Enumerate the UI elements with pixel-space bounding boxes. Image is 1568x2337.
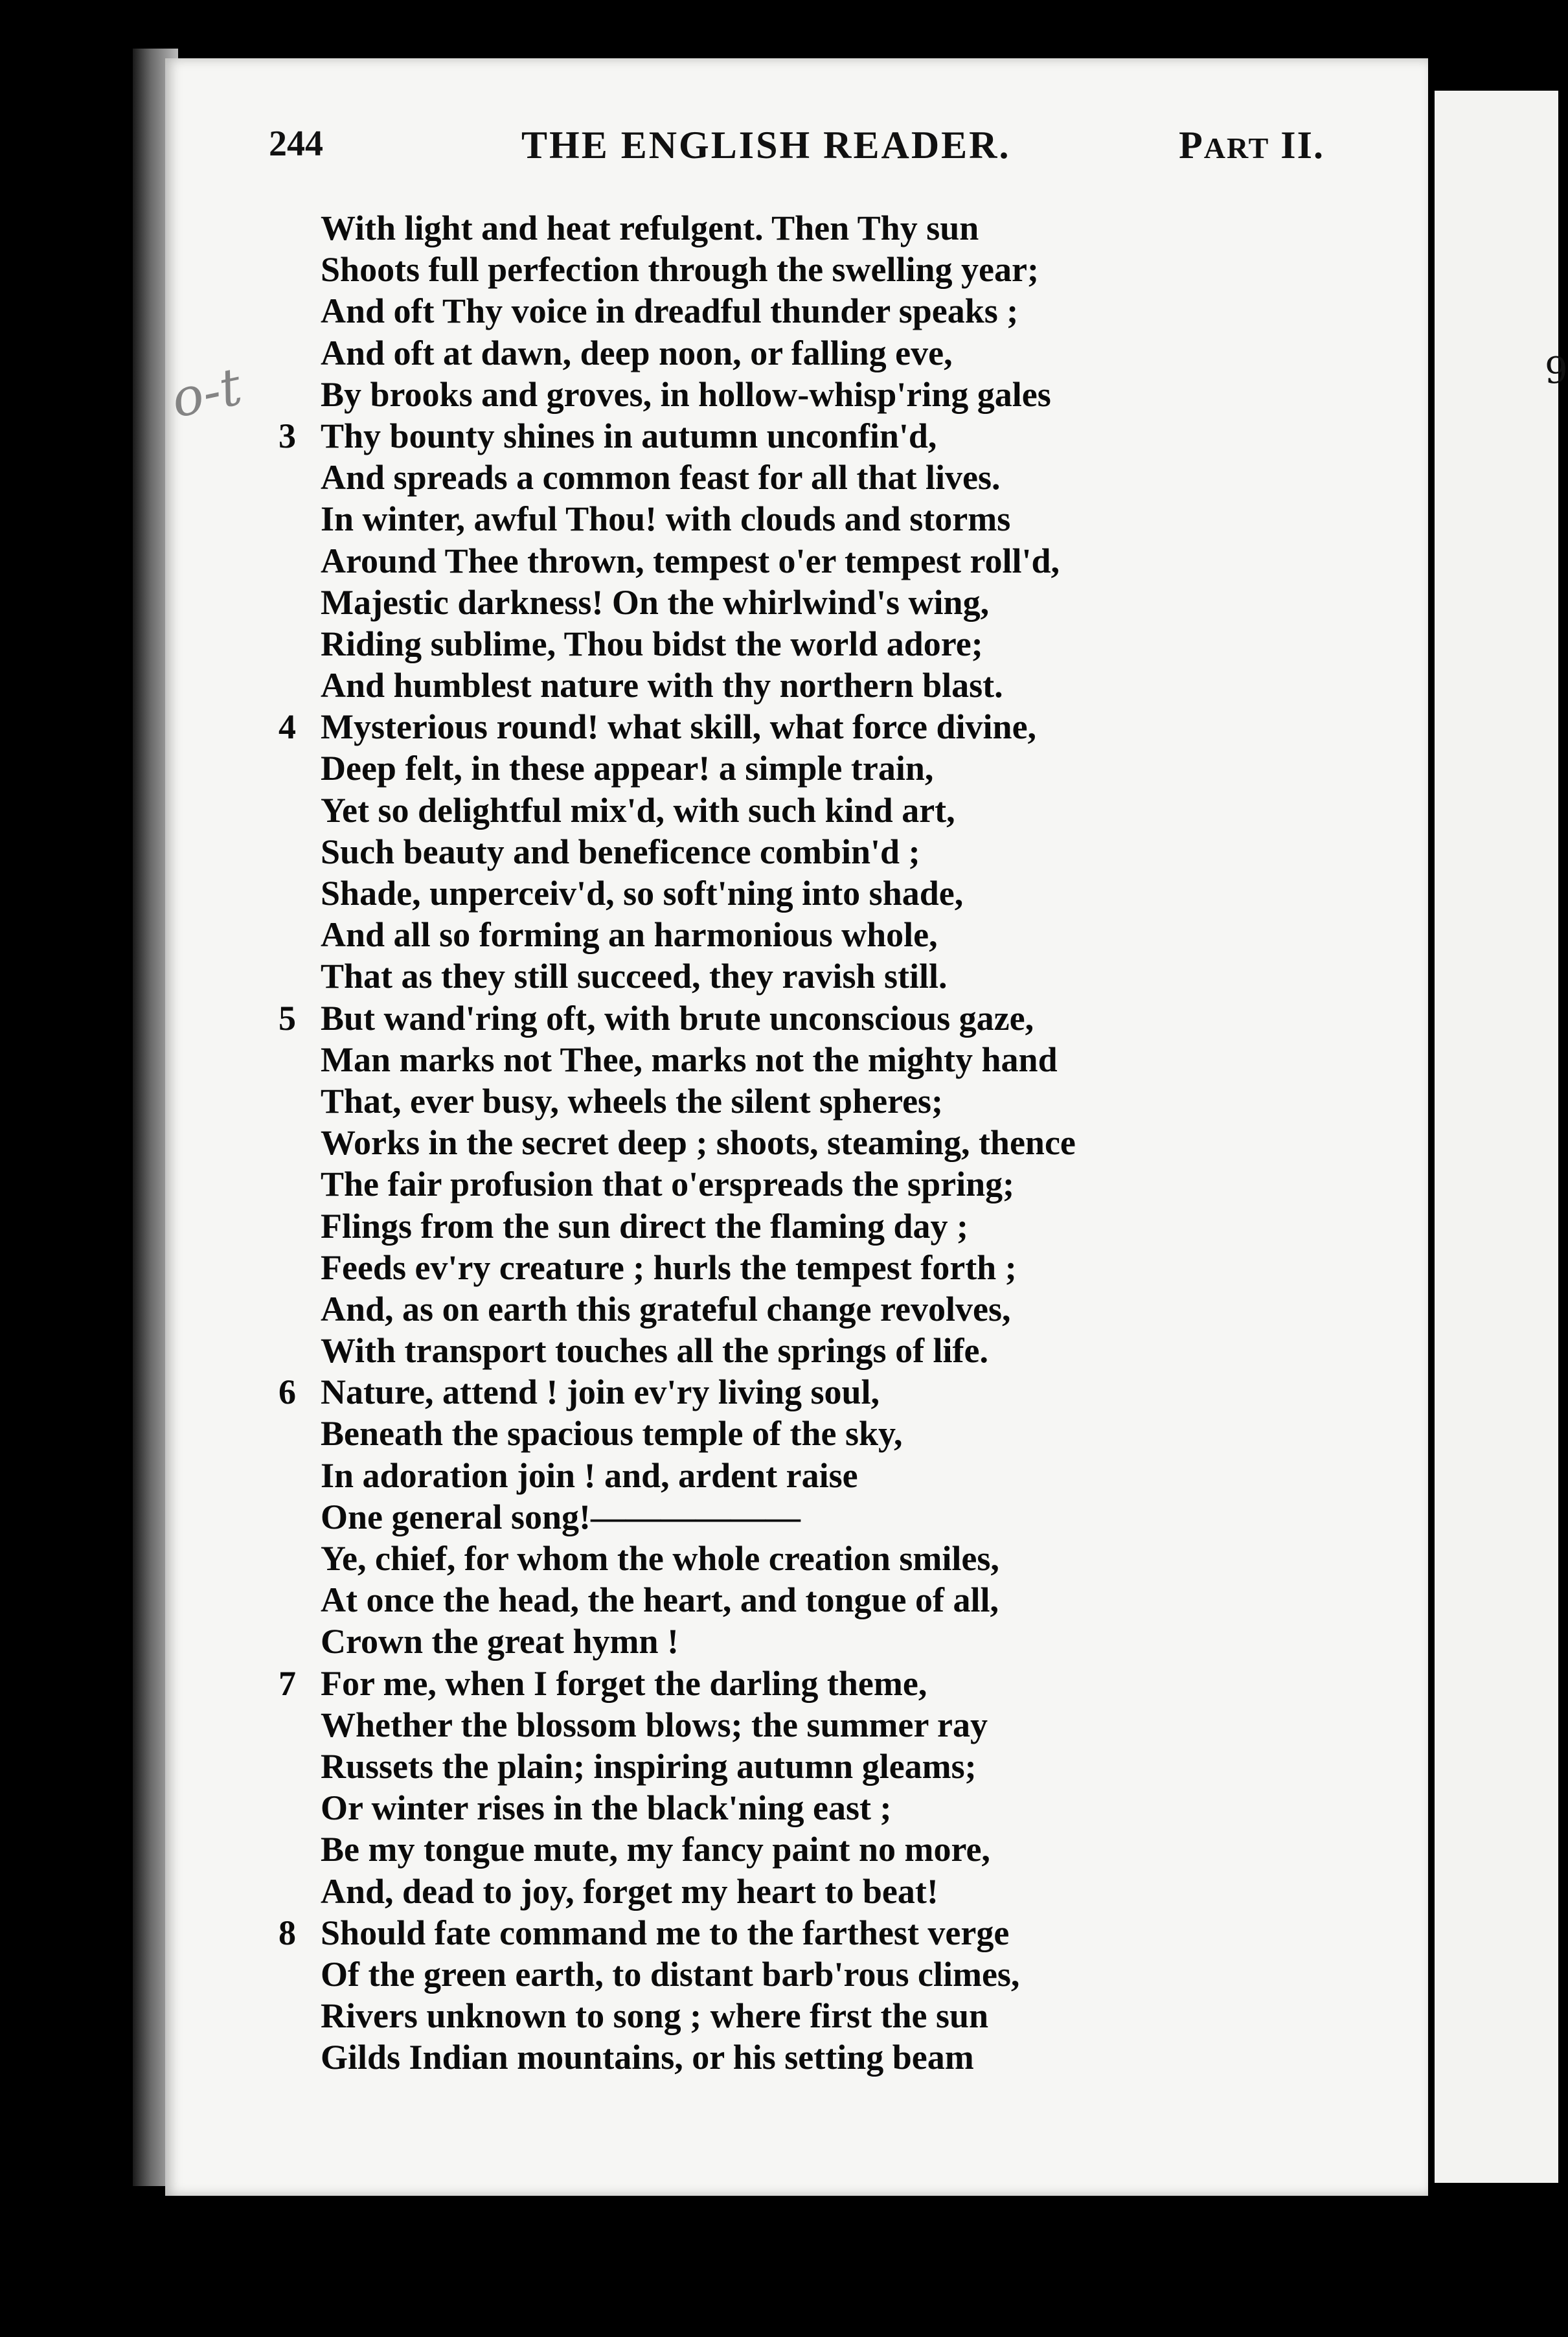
poem-line-text: The fair profusion that o'erspreads the spring; <box>321 1165 1015 1204</box>
part-label <box>1179 123 1324 168</box>
poem-line-text: At once the head, the heart, and tongue of all, <box>321 1580 999 1620</box>
next-page-strip <box>1435 91 1558 2183</box>
poem-line-text: But wand'ring oft, with brute unconscious gaze, <box>321 998 1034 1038</box>
poem-line <box>272 332 1373 374</box>
poem-line <box>272 623 1373 665</box>
poem-line-text: And oft Thy voice in dreadful thunder speaks ; <box>321 291 1019 331</box>
poem-line-text: Such beauty and beneficence combin'd ; <box>321 832 920 871</box>
poem-line <box>272 290 1373 332</box>
stanza-number: 6 <box>278 1373 296 1412</box>
poem-line-text: Russets the plain; inspiring autumn gleams; <box>321 1746 977 1786</box>
running-head <box>269 123 1324 175</box>
poem-line-text: Flings from the sun direct the flaming day ; <box>321 1206 969 1246</box>
poem-line <box>272 1496 1373 1538</box>
poem-line <box>272 1455 1373 1496</box>
stanza-number: 5 <box>278 998 296 1038</box>
poem-line <box>272 747 1373 789</box>
poem-line-text: In adoration join ! and, ardent raise <box>321 1455 858 1495</box>
poem-line <box>272 498 1373 540</box>
poem-line <box>272 1163 1373 1205</box>
poem-line-text: And all so forming an harmonious whole, <box>321 915 938 955</box>
poem-line-text: And, as on earth this grateful change revolves, <box>321 1289 1011 1328</box>
poem-line <box>272 790 1373 831</box>
poem-line-text: Around Thee thrown, tempest o'er tempest roll'd, <box>321 541 1060 580</box>
page-number: 244 <box>269 124 323 164</box>
poem-line-text: Majestic darkness! On the whirlwind's wing, <box>321 582 990 622</box>
poem-line-text: Thy bounty shines in autumn unconfin'd, <box>321 416 937 455</box>
poem-line <box>272 1371 1373 1413</box>
next-page-mark: 9 <box>1545 350 1568 392</box>
poem-line <box>272 998 1373 1039</box>
poem-line-text: Yet so delightful mix'd, with such kind art, <box>321 790 955 830</box>
poem-line-text: And, dead to joy, forget my heart to beat! <box>321 1871 938 1911</box>
poem-line <box>272 1912 1373 1954</box>
poem-line-text: Riding sublime, Thou bidst the world adore; <box>321 624 983 663</box>
book-title: THE ENGLISH READER. <box>521 124 1011 166</box>
poem-line-text: Shade, unperceiv'd, so soft'ning into shade, <box>321 874 964 913</box>
part-number: II. <box>1280 124 1324 166</box>
poem-line-text: And humblest nature with thy northern blast. <box>321 666 1003 705</box>
poem-line <box>272 540 1373 582</box>
poem-line <box>272 1288 1373 1330</box>
poem-line-text: Should fate command me to the farthest verge <box>321 1913 1010 1952</box>
poem-line <box>272 1413 1373 1454</box>
poem-line <box>272 872 1373 914</box>
stanza-number: 3 <box>278 416 296 455</box>
poem-line <box>272 1621 1373 1662</box>
poem-line-text: And oft at dawn, deep noon, or falling eve, <box>321 333 953 372</box>
poem-line-text: With light and heat refulgent. Then Thy sun <box>321 209 979 247</box>
poem-line-text: Works in the secret deep ; shoots, steaming, thence <box>321 1123 1076 1163</box>
poem-line-text: By brooks and groves, in hollow-whisp'ring gales <box>321 374 1051 414</box>
poem-line-text: That, ever busy, wheels the silent spheres; <box>321 1081 944 1121</box>
poem-line-text: Deep felt, in these appear! a simple train, <box>321 749 934 788</box>
poem-line-text: For me, when I forget the darling theme, <box>321 1663 927 1703</box>
poem-line <box>272 1205 1373 1247</box>
poem-line-text: Rivers unknown to song ; where first the sun <box>321 1996 989 2036</box>
poem-line <box>272 1538 1373 1579</box>
poem-line-text: Whether the blossom blows; the summer ray <box>321 1705 988 1744</box>
poem-line-text: Beneath the spacious temple of the sky, <box>321 1414 903 1454</box>
poem-line-text: Man marks not Thee, marks not the mighty hand <box>321 1040 1058 1079</box>
poem-line-text: In winter, awful Thou! with clouds and storms <box>321 499 1011 539</box>
poem-line <box>272 1829 1373 1870</box>
poem-line-text: Be my tongue mute, my fancy paint no more, <box>321 1830 990 1869</box>
part-rest: ART <box>1203 131 1270 165</box>
poem-line <box>272 1995 1373 2036</box>
poem-line <box>272 1080 1373 1122</box>
poem-line-text: That as they still succeed, they ravish still. <box>321 957 948 996</box>
poem-line <box>272 1704 1373 1746</box>
poem-line-text: Or winter rises in the black'ning east ; <box>321 1788 892 1828</box>
poem-line <box>272 582 1373 623</box>
poem-line-text: Of the green earth, to distant barb'rous climes, <box>321 1954 1020 1994</box>
poem-line-text: Shoots full perfection through the swelling year; <box>321 250 1039 290</box>
poem-line-text: With transport touches all the springs of life. <box>321 1331 989 1371</box>
poem-line <box>272 457 1373 498</box>
poem-line-text: Ye, chief, for whom the whole creation smiles, <box>321 1539 999 1578</box>
poem-line <box>272 1579 1373 1621</box>
poem-line-text: Feeds ev'ry creature ; hurls the tempest forth ; <box>321 1248 1017 1287</box>
poem-line <box>272 207 1373 249</box>
poem-line <box>272 1330 1373 1371</box>
poem-line <box>272 1871 1373 1912</box>
stanza-number: 4 <box>278 707 296 747</box>
stanza-number: 8 <box>278 1913 296 1952</box>
poem-line <box>272 415 1373 457</box>
handwritten-mark: o-t <box>166 356 247 430</box>
poem-line <box>272 1039 1373 1080</box>
poem-line-text: Nature, attend ! join ev'ry living soul, <box>321 1373 880 1412</box>
stanza-number: 7 <box>278 1663 296 1703</box>
poem-line <box>272 1122 1373 1163</box>
poem-line <box>272 249 1373 290</box>
poem-line <box>272 955 1373 997</box>
poem-line <box>272 831 1373 872</box>
poem-body <box>272 207 1373 2078</box>
poem-line-text: And spreads a common feast for all that lives. <box>321 458 1001 497</box>
poem-line <box>272 706 1373 747</box>
poem-line <box>272 2036 1373 2078</box>
poem-line <box>272 665 1373 706</box>
poem-line <box>272 1787 1373 1829</box>
poem-line <box>272 1746 1373 1787</box>
poem-line <box>272 1247 1373 1288</box>
part-prefix: P <box>1179 124 1204 166</box>
poem-line <box>272 374 1373 415</box>
poem-line-text: One general song!—————— <box>321 1497 801 1536</box>
poem-line-text: Gilds Indian mountains, or his setting beam <box>321 2038 974 2077</box>
poem-line <box>272 1663 1373 1704</box>
poem-line-text: Mysterious round! what skill, what force divine, <box>321 707 1037 747</box>
poem-line <box>272 1954 1373 1995</box>
poem-line-text: Crown the great hymn ! <box>321 1622 679 1661</box>
poem-line <box>272 914 1373 955</box>
